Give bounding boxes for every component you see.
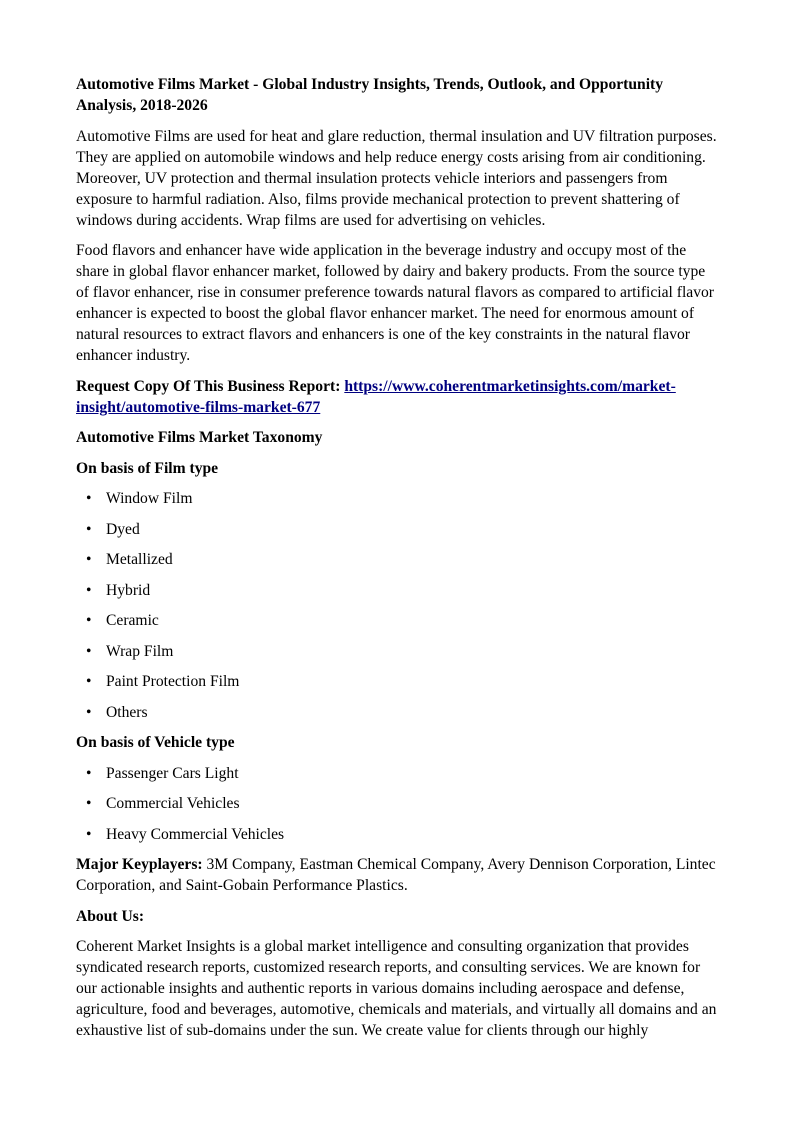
intro-paragraph: Automotive Films are used for heat and glare reduction, thermal insulation and UV filtration purposes. They are applied on automobile windows and help reduce energy costs arising from air conditioning. Moreover, UV protection and thermal insulation protects vehicle interiors and passengers from exposure to harmful radiation. Also, films provide mechanical protection to prevent shattering of windows during accidents. Wrap films are used for advertising on vehicles.	[76, 127, 717, 229]
list-item	[76, 824, 721, 845]
about-paragraph: Coherent Market Insights is a global market intelligence and consulting organization that provides syndicated research reports, customized research reports, and consulting services. We are known for our actionable insights and authentic reports in various domains including aerospace and defense, agriculture, food and beverages, automotive, chemicals and materials, and virtually all domains and an exhaustive list of sub-domains under the sun. We create value for clients through our highly	[76, 938, 717, 1039]
list-item	[76, 610, 721, 631]
list-item-label: Ceramic	[106, 612, 159, 629]
bullet-icon: •	[86, 673, 92, 690]
request-copy	[76, 376, 721, 418]
bullet-icon: •	[86, 612, 92, 629]
list-item-label: Others	[106, 703, 148, 721]
bullet-icon: •	[86, 825, 92, 843]
bullet-icon: •	[86, 703, 92, 721]
list-item-label: Wrap Film	[106, 642, 174, 660]
film-type-list	[76, 488, 721, 723]
list-item	[76, 641, 721, 662]
list-item	[76, 702, 721, 723]
list-item	[76, 488, 721, 509]
list-item-label: Window Film	[106, 490, 193, 507]
bullet-icon: •	[86, 551, 92, 568]
bullet-icon: •	[86, 795, 92, 812]
about-heading: About Us:	[76, 907, 145, 925]
bullet-icon: •	[86, 642, 92, 660]
list-item	[76, 793, 721, 814]
list-item-label: Hybrid	[106, 581, 151, 599]
keyplayers-paragraph	[76, 854, 721, 896]
keyplayers-label: Major Keyplayers:	[76, 856, 203, 873]
document-title: Automotive Films Market - Global Industry Insights, Trends, Outlook, and Opportunity Analysis, 2018-2026	[76, 76, 664, 114]
list-item-label: Dyed	[106, 520, 140, 538]
bullet-icon: •	[86, 764, 92, 782]
flavor-paragraph: Food flavors and enhancer have wide application in the beverage industry and occupy most of the share in global flavor enhancer market, followed by dairy and bakery products. From the source type of flavor enhancer, rise in consumer preference towards natural flavors as compared to artificial flavor enhancer is expected to boost the global flavor enhancer market. The need for enormous amount of natural resources to extract flavors and enhancers is one of the key constraints in the natural flavor enhancer industry.	[76, 242, 714, 364]
document-page	[76, 74, 721, 1051]
request-copy-label: Request Copy Of This Business Report:	[76, 377, 345, 395]
list-item	[76, 580, 721, 601]
taxonomy-heading: Automotive Films Market Taxonomy	[76, 429, 323, 446]
list-item-label: Passenger Cars Light	[106, 764, 239, 782]
list-item	[76, 549, 721, 570]
vehicle-type-list	[76, 763, 721, 845]
vehicle-type-heading: On basis of Vehicle type	[76, 734, 235, 751]
list-item	[76, 763, 721, 784]
list-item-label: Metallized	[106, 551, 173, 568]
list-item-label: Paint Protection Film	[106, 673, 240, 690]
report-link[interactable]: https://www.coherentmarketinsights.com/market-insight/automotive-films-market-677	[76, 377, 676, 416]
film-type-heading: On basis of Film type	[76, 459, 219, 477]
list-item	[76, 519, 721, 540]
bullet-icon: •	[86, 520, 92, 538]
keyplayers-text: 3M Company, Eastman Chemical Company, Avery Dennison Corporation, Lintec Corporation, and Saint-Gobain Performance Plastics.	[76, 856, 716, 894]
bullet-icon: •	[86, 490, 92, 507]
list-item-label: Heavy Commercial Vehicles	[106, 825, 285, 843]
list-item	[76, 671, 721, 692]
bullet-icon: •	[86, 581, 92, 599]
list-item-label: Commercial Vehicles	[106, 795, 240, 812]
